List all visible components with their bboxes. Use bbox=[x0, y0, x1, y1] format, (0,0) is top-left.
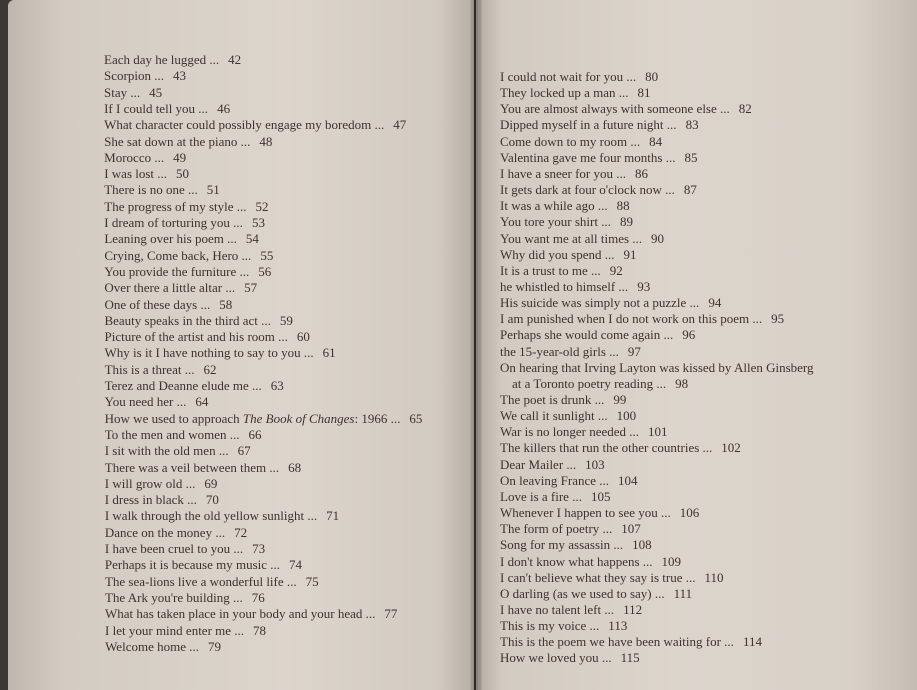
entry-page-number: 86 bbox=[634, 165, 648, 181]
contents-entry bbox=[104, 134, 272, 149]
entry-title: We call it sunlight ... bbox=[500, 408, 608, 424]
contents-entry bbox=[105, 639, 221, 654]
entry-title: Terez and Deanne elude me ... bbox=[104, 378, 262, 393]
entry-page-number: 43 bbox=[172, 68, 186, 84]
entry-title: Perhaps it is because my music ... bbox=[104, 557, 281, 573]
entry-title: It is a trust to me ... bbox=[500, 262, 601, 278]
entry-page-number: 103 bbox=[585, 456, 605, 472]
contents-entry bbox=[500, 214, 633, 229]
contents-entry bbox=[105, 411, 423, 426]
contents-entry bbox=[500, 279, 650, 294]
contents-entry bbox=[500, 505, 699, 520]
contents-entry bbox=[105, 394, 209, 409]
contents-entry bbox=[500, 457, 605, 472]
entry-title: Why is it I have nothing to say to you ... bbox=[104, 345, 314, 361]
entry-page-number: 64 bbox=[195, 394, 209, 410]
contents-entry bbox=[105, 492, 219, 507]
entry-title: Come down to my room ... bbox=[500, 133, 641, 149]
entry-title: Love is a fire ... bbox=[500, 488, 582, 504]
entry-title: Crying, Come back, Hero ... bbox=[104, 247, 252, 263]
entry-page-number: 80 bbox=[645, 69, 659, 84]
entry-page-number: 85 bbox=[684, 149, 698, 165]
entry-title: Scorpion ... bbox=[104, 68, 164, 84]
entry-title: The progress of my style ... bbox=[104, 198, 247, 214]
entry-page-number: 112 bbox=[623, 601, 643, 617]
entry-title: It was a while ago ... bbox=[500, 198, 608, 214]
entry-title: I can't believe what they say is true ... bbox=[500, 569, 696, 585]
contents-entry bbox=[500, 327, 695, 342]
contents-entry bbox=[500, 650, 640, 665]
entry-page-number: 42 bbox=[228, 52, 242, 67]
contents-entry bbox=[104, 264, 271, 279]
contents-entry bbox=[500, 521, 641, 536]
entry-title: On leaving France ... bbox=[500, 472, 610, 488]
entry-title: You are almost always with someone else ... bbox=[500, 101, 730, 117]
entry-page-number: 60 bbox=[296, 329, 310, 345]
entry-page-number: 54 bbox=[245, 231, 259, 247]
entry-page-number: 47 bbox=[393, 117, 407, 133]
contents-entry bbox=[104, 68, 186, 83]
contents-entry bbox=[104, 150, 186, 165]
entry-page-number: 72 bbox=[234, 524, 248, 540]
entry-page-number: 53 bbox=[251, 215, 265, 230]
entry-title: The killers that run the other countries ... bbox=[500, 440, 713, 456]
entry-title: Over there a little altar ... bbox=[104, 280, 236, 296]
contents-entry bbox=[104, 280, 257, 295]
entry-title: Dipped myself in a future night ... bbox=[500, 117, 677, 133]
contents-entry bbox=[500, 311, 784, 326]
entry-title: Picture of the artist and his room ... bbox=[104, 329, 288, 345]
entry-title: You need her ... bbox=[104, 394, 187, 410]
entry-title: at a Toronto poetry reading ... bbox=[512, 375, 667, 391]
contents-entry bbox=[500, 473, 638, 488]
entry-title: Dear Mailer ... bbox=[500, 456, 577, 472]
entry-title: The sea-lions live a wonderful life ... bbox=[104, 573, 297, 589]
entry-page-number: 81 bbox=[637, 85, 651, 101]
contents-entry bbox=[500, 134, 662, 149]
entry-page-number: 113 bbox=[608, 618, 628, 634]
contents-entry bbox=[500, 554, 681, 569]
contents-entry bbox=[105, 427, 262, 442]
contents-entry bbox=[104, 231, 259, 246]
entry-page-number: 106 bbox=[679, 505, 700, 521]
right-page bbox=[476, 0, 917, 690]
contents-entry bbox=[500, 424, 668, 439]
entry-page-number: 97 bbox=[627, 343, 641, 359]
entry-page-number: 93 bbox=[637, 278, 651, 294]
entry-title: Why did you spend ... bbox=[500, 246, 615, 262]
entry-page-number: 48 bbox=[259, 133, 273, 149]
entry-page-number: 111 bbox=[673, 585, 693, 601]
contents-entry bbox=[105, 378, 284, 393]
entry-page-number: 92 bbox=[609, 262, 623, 278]
entry-title: On hearing that Irving Layton was kissed by Allen Ginsberg bbox=[500, 359, 814, 375]
contents-entry bbox=[105, 329, 310, 344]
contents-entry bbox=[104, 101, 230, 116]
contents-entry bbox=[500, 69, 658, 84]
entry-title: War is no longer needed ... bbox=[500, 424, 640, 440]
contents-entry bbox=[105, 606, 397, 621]
contents-entry bbox=[104, 297, 232, 312]
entry-title: One of these days ... bbox=[104, 296, 211, 312]
contents-entry bbox=[500, 537, 652, 552]
entry-title: If I could tell you ... bbox=[104, 100, 209, 116]
entry-title: How we loved you ... bbox=[500, 650, 612, 666]
contents-entry bbox=[500, 570, 724, 585]
entry-page-number: 75 bbox=[305, 573, 319, 589]
entry-page-number: 74 bbox=[289, 557, 303, 573]
entry-title: You want me at all times ... bbox=[500, 230, 643, 246]
entry-page-number: 46 bbox=[217, 100, 231, 116]
entry-title-tail: : 1966 ... bbox=[354, 410, 401, 426]
entry-page-number: 76 bbox=[251, 589, 265, 605]
entry-page-number: 99 bbox=[613, 392, 627, 407]
entry-page-number: 78 bbox=[253, 622, 267, 638]
entry-title: I have been cruel to you ... bbox=[104, 541, 244, 556]
contents-entry bbox=[104, 117, 406, 132]
contents-entry bbox=[104, 52, 241, 67]
entry-title: Welcome home ... bbox=[105, 638, 199, 654]
contents-entry bbox=[500, 489, 610, 504]
contents-entry bbox=[105, 557, 302, 572]
book-gutter bbox=[470, 0, 482, 690]
contents-entry bbox=[500, 344, 641, 359]
contents-entry bbox=[105, 541, 265, 556]
contents-entry bbox=[500, 295, 721, 310]
contents-entry bbox=[105, 574, 319, 589]
entry-page-number: 63 bbox=[270, 378, 284, 393]
entry-page-number: 61 bbox=[322, 345, 336, 361]
contents-entry bbox=[500, 440, 741, 455]
entry-page-number: 109 bbox=[661, 553, 682, 569]
entry-title: I was lost ... bbox=[104, 166, 168, 182]
contents-entry bbox=[500, 634, 762, 649]
entry-page-number: 69 bbox=[204, 475, 218, 491]
entry-page-number: 108 bbox=[632, 537, 652, 553]
entry-page-number: 91 bbox=[623, 246, 637, 262]
entry-title: This is the poem we have been waiting for ... bbox=[500, 634, 734, 650]
entry-page-number: 98 bbox=[675, 375, 689, 391]
contents-entry bbox=[500, 101, 752, 116]
contents-entry bbox=[105, 460, 301, 475]
entry-title: What has taken place in your body and your head ... bbox=[105, 606, 376, 622]
contents-entry bbox=[500, 166, 648, 181]
entry-page-number: 87 bbox=[683, 182, 697, 198]
entry-title: I have no talent left ... bbox=[500, 601, 615, 617]
entry-title: The form of poetry ... bbox=[500, 521, 613, 537]
contents-entry bbox=[104, 313, 292, 328]
contents-entry bbox=[500, 618, 627, 633]
entry-page-number: 104 bbox=[618, 472, 638, 488]
entry-title: Dance on the money ... bbox=[104, 524, 226, 540]
contents-entry bbox=[500, 602, 642, 617]
entry-title: he whistled to himself ... bbox=[500, 278, 629, 294]
contents-entry bbox=[500, 247, 636, 262]
entry-page-number: 115 bbox=[620, 650, 640, 666]
entry-title: I sit with the old men ... bbox=[104, 443, 229, 459]
entry-page-number: 79 bbox=[207, 638, 221, 654]
entry-title: I am punished when I do not work on this poem ... bbox=[500, 311, 763, 327]
contents-entry bbox=[500, 392, 626, 407]
contents-entry bbox=[105, 623, 266, 638]
entry-page-number: 71 bbox=[326, 508, 340, 524]
entry-title: There was a veil between them ... bbox=[104, 459, 280, 475]
entry-title: I don't know what happens ... bbox=[500, 553, 653, 569]
entry-page-number: 84 bbox=[649, 133, 663, 149]
entry-page-number: 58 bbox=[219, 296, 233, 312]
entry-page-number: 96 bbox=[682, 327, 696, 343]
entry-title: There is no one ... bbox=[104, 182, 198, 198]
entry-page-number: 90 bbox=[651, 230, 665, 246]
entry-page-number: 55 bbox=[260, 247, 274, 263]
entry-page-number: 83 bbox=[685, 117, 699, 133]
entry-title: It gets dark at four o'clock now ... bbox=[500, 182, 675, 198]
entry-page-number: 66 bbox=[248, 426, 262, 442]
contents-entry bbox=[104, 85, 162, 100]
entry-page-number: 82 bbox=[738, 101, 752, 117]
entry-page-number: 56 bbox=[258, 263, 272, 279]
entry-title: What character could possibly engage my boredom ... bbox=[104, 117, 385, 133]
contents-entry bbox=[105, 443, 251, 458]
contents-entry bbox=[105, 508, 339, 523]
entry-page-number: 89 bbox=[620, 214, 633, 230]
entry-title: I walk through the old yellow sunlight ... bbox=[104, 508, 318, 524]
contents-entry bbox=[104, 248, 273, 263]
entry-title: Perhaps she would come again ... bbox=[500, 327, 674, 343]
contents-entry bbox=[500, 85, 651, 100]
contents-entry bbox=[104, 182, 220, 197]
entry-page-number: 51 bbox=[206, 182, 220, 198]
entry-title: Beauty speaks in the third act ... bbox=[104, 312, 271, 328]
entry-page-number: 67 bbox=[237, 443, 251, 459]
entry-title: To the men and women ... bbox=[104, 426, 240, 442]
entry-title: You tore your shirt ... bbox=[500, 214, 611, 230]
entry-title: Stay ... bbox=[104, 84, 141, 100]
entry-title: Leaning over his poem ... bbox=[104, 231, 237, 247]
entry-page-number: 100 bbox=[616, 408, 637, 424]
entry-page-number: 110 bbox=[704, 569, 724, 585]
entry-page-number: 57 bbox=[244, 280, 258, 296]
entry-title: Valentina gave me four months ... bbox=[500, 149, 676, 165]
entry-title: His suicide was simply not a puzzle ... bbox=[500, 295, 700, 311]
entry-title: She sat down at the piano ... bbox=[104, 133, 251, 149]
contents-entry bbox=[500, 182, 697, 197]
entry-title: This is a threat ... bbox=[104, 361, 195, 377]
entry-page-number: 77 bbox=[384, 606, 398, 622]
contents-entry bbox=[105, 345, 336, 360]
entry-page-number: 65 bbox=[409, 410, 423, 426]
entry-page-number: 49 bbox=[173, 149, 187, 165]
contents-entry bbox=[104, 215, 265, 230]
entry-page-number: 52 bbox=[255, 198, 269, 214]
entry-title: This is my voice ... bbox=[500, 618, 600, 634]
entry-title: I could not wait for you ... bbox=[500, 69, 637, 84]
entry-page-number: 45 bbox=[149, 84, 163, 100]
entry-page-number: 95 bbox=[771, 311, 785, 327]
entry-title: I dress in black ... bbox=[104, 492, 197, 508]
entry-title: I will grow old ... bbox=[104, 475, 196, 491]
contents-entry bbox=[500, 117, 699, 132]
entry-title: You provide the furniture ... bbox=[104, 263, 250, 279]
contents-entry bbox=[105, 525, 247, 540]
entry-title-italic: The Book of Changes bbox=[242, 410, 355, 426]
entry-title: Song for my assassin ... bbox=[500, 537, 624, 553]
contents-entry bbox=[500, 150, 697, 165]
contents-entry bbox=[105, 476, 218, 491]
contents-entry bbox=[512, 376, 688, 391]
contents-entry bbox=[104, 166, 189, 181]
entry-title: How we used to approach bbox=[104, 410, 243, 426]
entry-title: I have a sneer for you ... bbox=[500, 165, 626, 181]
contents-entry bbox=[500, 198, 630, 213]
entry-title: Whenever I happen to see you ... bbox=[500, 505, 671, 521]
contents-entry bbox=[105, 590, 265, 605]
entry-title: The Ark you're building ... bbox=[104, 589, 243, 605]
entry-page-number: 105 bbox=[590, 488, 611, 504]
entry-title: They locked up a man ... bbox=[500, 85, 629, 101]
entry-page-number: 102 bbox=[721, 440, 741, 456]
entry-title: the 15-year-old girls ... bbox=[500, 343, 619, 359]
contents-entry bbox=[500, 231, 664, 246]
entry-title: I dream of torturing you ... bbox=[104, 215, 243, 230]
entry-page-number: 59 bbox=[279, 312, 293, 328]
contents-entry bbox=[105, 362, 217, 377]
entry-page-number: 70 bbox=[205, 492, 219, 508]
contents-entry bbox=[500, 408, 636, 423]
contents-entry bbox=[500, 586, 692, 601]
entry-page-number: 73 bbox=[252, 541, 266, 556]
entry-title: I let your mind enter me ... bbox=[105, 622, 245, 638]
entry-title: Each day he lugged ... bbox=[104, 52, 220, 67]
entry-page-number: 68 bbox=[288, 459, 302, 475]
entry-page-number: 62 bbox=[203, 361, 217, 377]
contents-entry bbox=[500, 360, 823, 375]
entry-page-number: 88 bbox=[616, 198, 630, 214]
entry-page-number: 50 bbox=[176, 166, 190, 182]
entry-title: O darling (as we used to say) ... bbox=[500, 585, 665, 601]
entry-page-number: 107 bbox=[621, 521, 641, 537]
entry-title: The poet is drunk ... bbox=[500, 392, 605, 407]
entry-page-number: 114 bbox=[742, 634, 762, 650]
entry-page-number: 101 bbox=[648, 424, 668, 440]
contents-entry bbox=[500, 263, 623, 278]
entry-title: Morocco ... bbox=[104, 149, 165, 165]
left-page bbox=[8, 0, 474, 690]
contents-entry bbox=[104, 199, 268, 214]
entry-page-number: 94 bbox=[708, 295, 722, 311]
